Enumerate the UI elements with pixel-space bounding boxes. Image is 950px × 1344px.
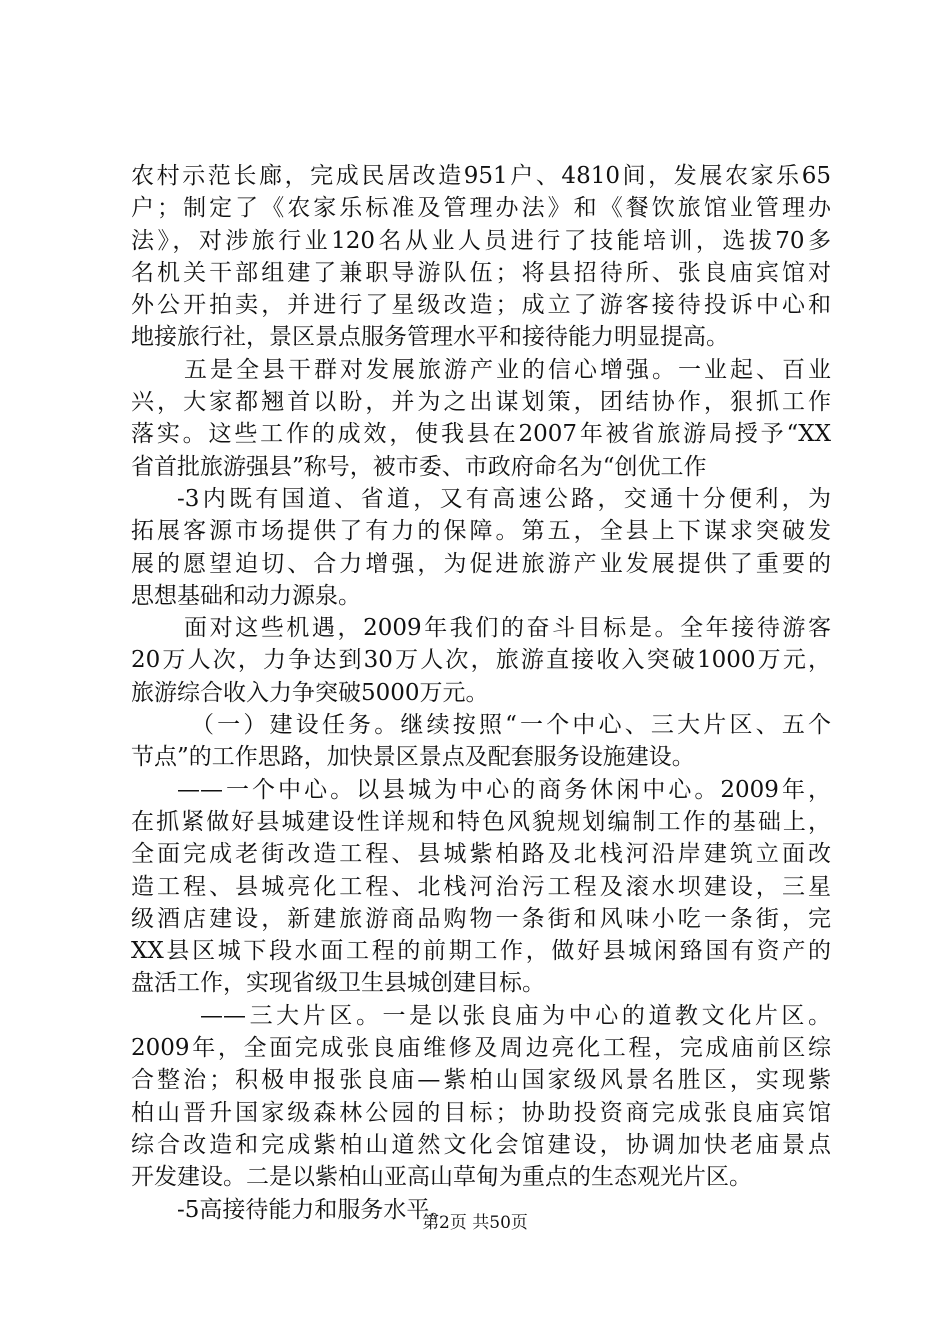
text-line: 兴，大家都翘首以盼，并为之出谋划策，团结协作，狠抓工作 <box>131 389 831 416</box>
text-line: 20万人次，力争达到30万人次，旅游直接收入突破1000万元， <box>131 647 831 674</box>
text-line: （一）建设任务。继续按照“一个中心、三大片区、五个 <box>191 712 831 739</box>
text-line: 外公开拍卖，并进行了星级改造；成立了游客接待投诉中心和 <box>131 292 831 319</box>
text-line: 级酒店建设，新建旅游商品购物一条街和风味小吃一条街，完 <box>131 905 831 932</box>
text-line: 思想基础和动力源泉。 <box>131 582 361 609</box>
text-line: ——三大片区。一是以张良庙为中心的道教文化片区。 <box>200 1002 831 1029</box>
text-line: 名机关干部组建了兼职导游队伍；将县招待所、张良庙宾馆对 <box>131 259 831 286</box>
text-line: 合整治；积极申报张良庙—紫柏山国家级风景名胜区，实现紫 <box>131 1067 831 1094</box>
text-line: 五是全县干群对发展旅游产业的信心增强。一业起、百业 <box>184 356 831 383</box>
text-line: 全面完成老街改造工程、县城紫柏路及北栈河沿岸建筑立面改 <box>131 841 831 868</box>
text-line: 开发建设。二是以紫柏山亚高山草甸为重点的生态观光片区。 <box>131 1164 752 1191</box>
text-line: XX县区城下段水面工程的前期工作，做好县城闲臵国有资产的 <box>131 938 831 965</box>
text-line: 盘活工作，实现省级卫生县城创建目标。 <box>131 970 545 997</box>
text-line: 法》，对涉旅行业120名从业人员进行了技能培训，选拔70多 <box>131 227 831 254</box>
text-line: -3内既有国道、省道，又有高速公路，交通十分便利，为 <box>177 485 831 512</box>
text-line: 展的愿望迫切、合力增强，为促进旅游产业发展提供了重要的 <box>131 550 831 577</box>
text-line: 造工程、县城亮化工程、北栈河治污工程及滚水坝建设，三星 <box>131 873 831 900</box>
text-line: ——一个中心。以县城为中心的商务休闲中心。2009年， <box>177 776 831 803</box>
text-line: 面对这些机遇，2009年我们的奋斗目标是。全年接待游客 <box>184 615 831 642</box>
text-line: -5高接待能力和服务水平。 <box>177 1196 453 1223</box>
text-line: 农村示范长廊，完成民居改造951户、4810间，发展农家乐65 <box>131 163 831 189</box>
text-line: 在抓紧做好县城建设性详规和特色风貌规划编制工作的基础上， <box>131 808 831 835</box>
text-line: 省首批旅游强县”称号，被市委、市政府命名为“创优工作 <box>131 453 707 480</box>
text-line: 综合改造和完成紫柏山道然文化会馆建设，协调加快老庙景点 <box>131 1131 831 1158</box>
text-line: 户；制定了《农家乐标准及管理办法》和《餐饮旅馆业管理办 <box>131 195 831 222</box>
text-line: 柏山晋升国家级森林公园的目标；协助投资商完成张良庙宾馆 <box>131 1099 831 1126</box>
text-line: 拓展客源市场提供了有力的保障。第五，全县上下谋求突破发 <box>131 518 831 545</box>
body-text <box>131 160 831 1226</box>
text-line: 地接旅行社，景区景点服务管理水平和接待能力明显提高。 <box>131 324 729 351</box>
text-line: 旅游综合收入力争突破5000万元。 <box>131 679 489 706</box>
page-number-footer: 第2页 共50页 <box>422 1213 528 1233</box>
text-line: 节点”的工作思路，加快景区景点及配套服务设施建设。 <box>131 744 695 771</box>
text-line: 落实。这些工作的成效，使我县在2007年被省旅游局授予“XX <box>131 421 831 448</box>
text-line: 2009年，全面完成张良庙维修及周边亮化工程，完成庙前区综 <box>131 1035 831 1062</box>
